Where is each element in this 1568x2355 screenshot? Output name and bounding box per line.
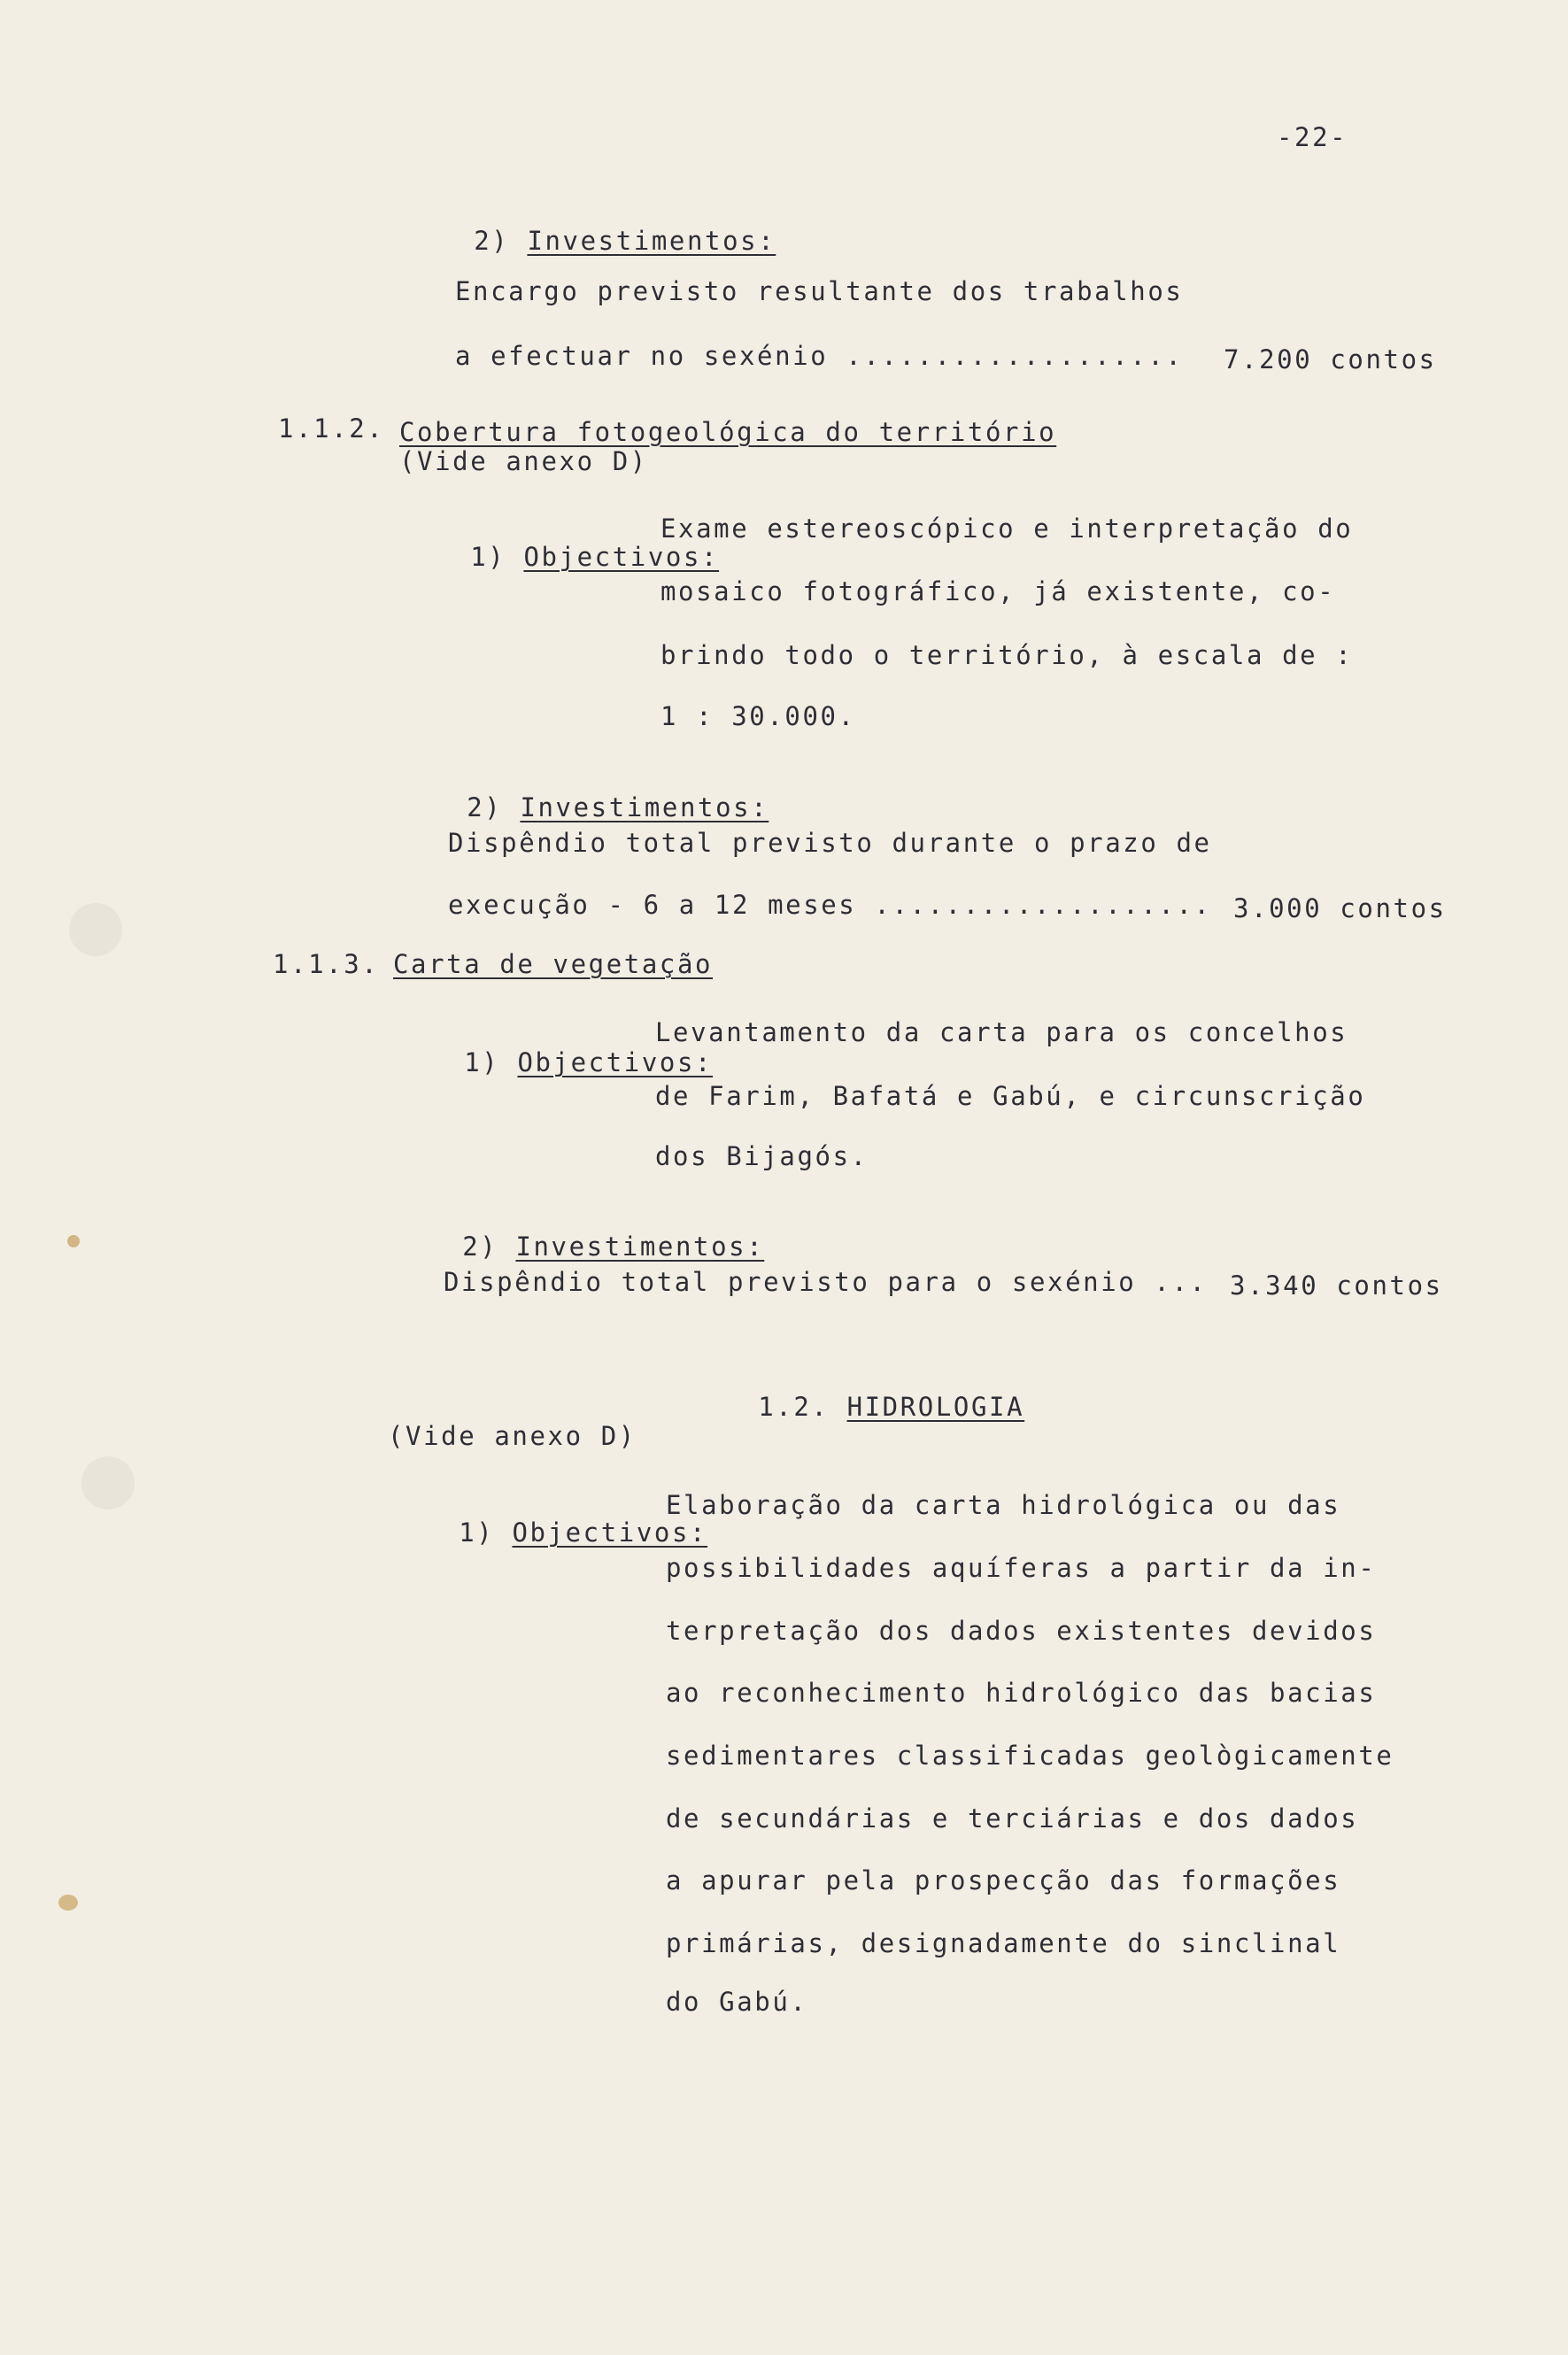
- item-label: 2): [467, 792, 521, 822]
- annex-reference: (Vide anexo D): [388, 1421, 637, 1451]
- item-label: 1): [464, 1047, 518, 1077]
- paragraph-line: Dispêndio total previsto durante o prazo de: [448, 828, 1212, 858]
- paragraph-line: de Farim, Bafatá e Gabú, e circunscrição: [655, 1081, 1366, 1111]
- paragraph-line: terpretação dos dados existentes devidos: [666, 1616, 1377, 1646]
- section-number: 1.1.2.: [278, 413, 385, 444]
- item-heading: Objectivos:: [517, 1047, 714, 1077]
- paper-stain: [58, 1895, 78, 1911]
- paper-stain: [67, 1235, 80, 1247]
- item-heading: Objectivos:: [523, 542, 720, 572]
- page-number: -22-: [1277, 122, 1348, 152]
- section-heading: [687, 1359, 1024, 1455]
- item-label: 1): [470, 542, 524, 572]
- paragraph-line: mosaico fotográfico, já existente, co-: [660, 576, 1336, 606]
- paragraph-line: execução - 6 a 12 meses ...................: [448, 890, 1212, 920]
- investments-item: [403, 193, 776, 289]
- paragraph-line: Dispêndio total previsto para o sexénio ...: [444, 1267, 1208, 1297]
- paragraph-line: ao reconhecimento hidrológico das bacias: [666, 1678, 1377, 1708]
- section-number: 1.2.: [758, 1392, 847, 1422]
- item-label: 2): [462, 1232, 516, 1262]
- paragraph-line: de secundárias e terciárias e dos dados: [666, 1803, 1359, 1834]
- paragraph-line: Encargo previsto resultante dos trabalhos: [455, 276, 1184, 306]
- amount: 3.000 contos: [1233, 893, 1447, 923]
- section-title: Carta de vegetação: [393, 949, 714, 979]
- item-label: 2): [474, 226, 528, 256]
- section-title: Cobertura fotogeológica do território: [399, 417, 1057, 447]
- paper-stain: [81, 1456, 135, 1510]
- item-heading: Objectivos:: [512, 1517, 708, 1548]
- paragraph-line: dos Bijagós.: [655, 1141, 869, 1171]
- paragraph-line: Exame estereoscópico e interpretação do: [660, 513, 1354, 544]
- paragraph-line: brindo todo o território, à escala de :: [660, 640, 1354, 670]
- paragraph-line: Levantamento da carta para os concelhos: [655, 1017, 1348, 1047]
- section-number: 1.1.3.: [273, 949, 380, 979]
- item-heading: Investimentos:: [520, 792, 769, 822]
- paragraph-line: possibilidades aquíferas a partir da in-: [666, 1553, 1377, 1583]
- item-heading: Investimentos:: [527, 226, 776, 256]
- paragraph-line: do Gabú.: [666, 1987, 808, 2017]
- annex-reference: (Vide anexo D): [399, 446, 648, 476]
- item-label: 1): [459, 1517, 513, 1548]
- paragraph-line: a efectuar no sexénio ...................: [455, 341, 1184, 371]
- paper-stain: [69, 903, 122, 956]
- section-title: HIDROLOGIA: [846, 1392, 1025, 1422]
- paragraph-line: a apurar pela prospecção das formações: [666, 1865, 1341, 1896]
- amount: 3.340 contos: [1230, 1270, 1443, 1301]
- amount: 7.200 contos: [1224, 344, 1437, 374]
- item-heading: Investimentos:: [515, 1232, 765, 1262]
- paragraph-line: Elaboração da carta hidrológica ou das: [666, 1490, 1341, 1520]
- objectives-item: [388, 1485, 707, 1580]
- paragraph-line: primárias, designadamente do sinclinal: [666, 1928, 1341, 1958]
- paragraph-line: 1 : 30.000.: [660, 701, 856, 731]
- paragraph-line: sedimentares classificadas geològicamente: [666, 1741, 1394, 1771]
